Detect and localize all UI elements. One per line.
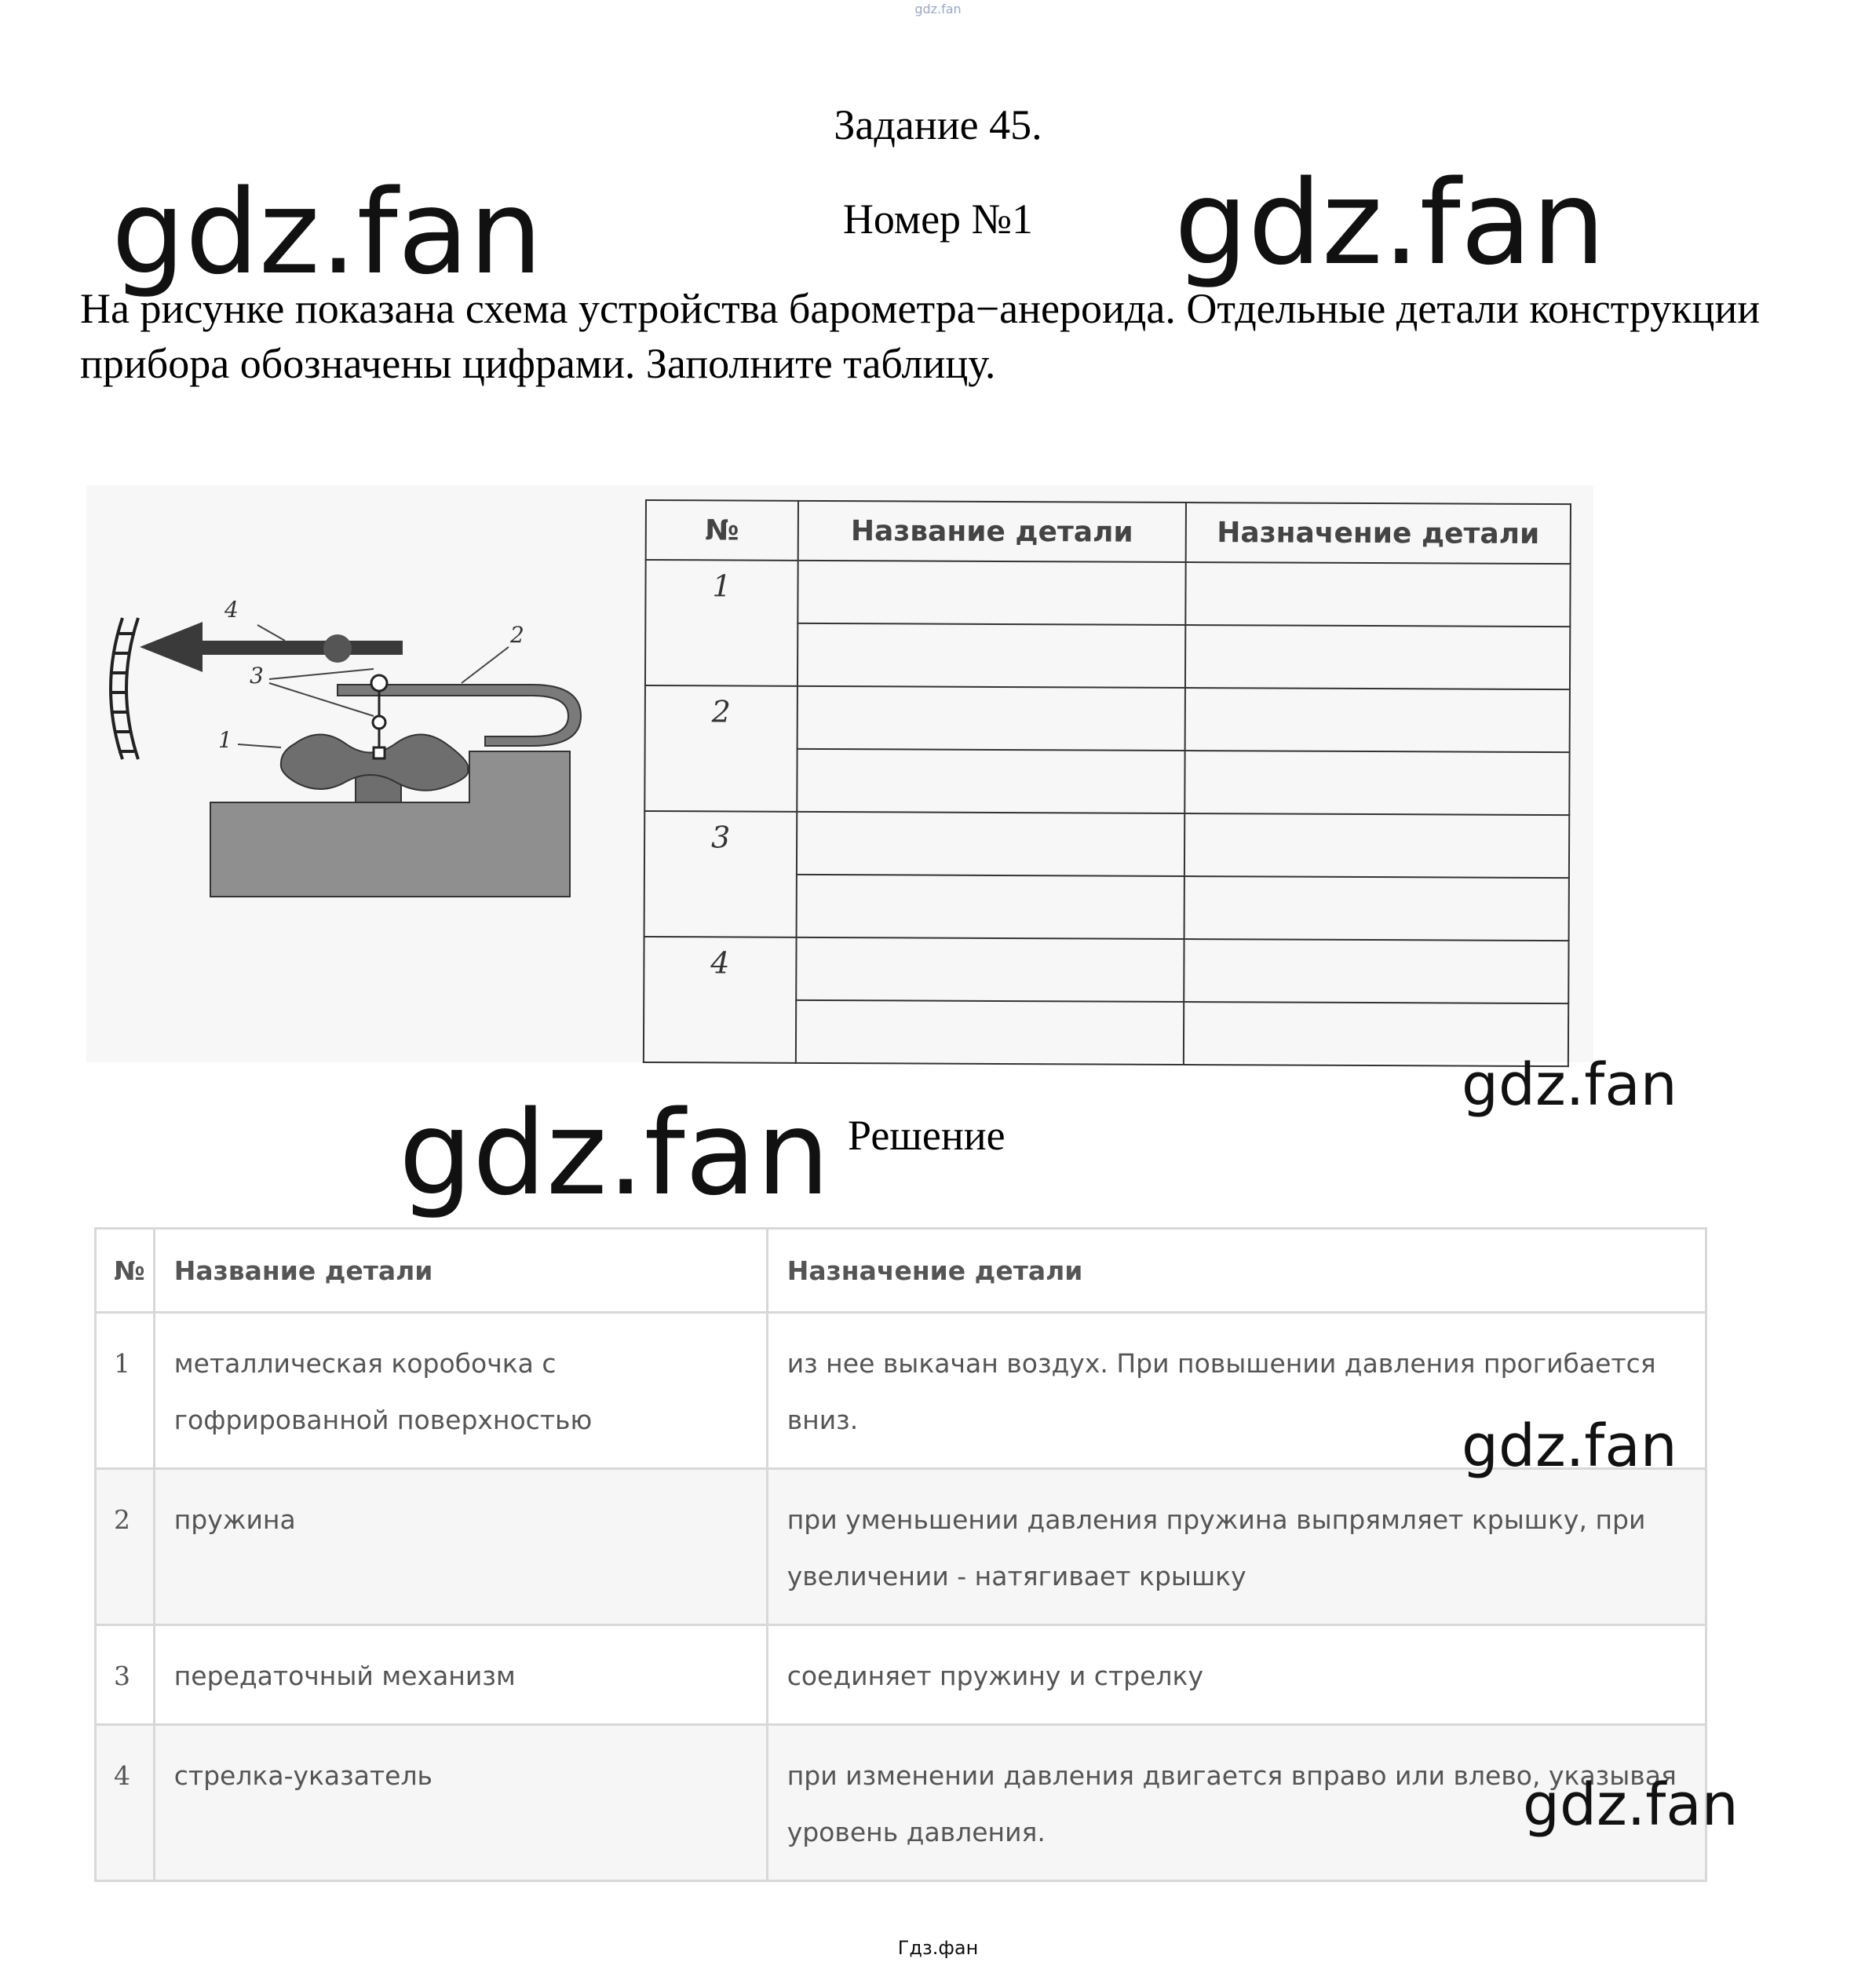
solution-table-header	[96, 1229, 1706, 1313]
diagram-label-2: 2	[510, 622, 524, 648]
diagram-label-1: 1	[218, 727, 232, 753]
blank-cell	[797, 623, 1185, 688]
watermark: gdz.fan	[1523, 1771, 1739, 1839]
diagram-label-4: 4	[224, 597, 239, 623]
diagram-label-3: 3	[250, 663, 264, 689]
header-number: №	[646, 500, 798, 561]
row-number: 1	[645, 560, 798, 686]
header-part-name: Название детали	[798, 501, 1186, 562]
watermark: gdz.fan	[111, 165, 543, 300]
footer-site-name: Гдз.фан	[897, 1937, 979, 1959]
blank-table	[643, 499, 1571, 1067]
blank-cell	[1184, 939, 1568, 1003]
table-row	[96, 1625, 1706, 1725]
scale-icon	[111, 618, 138, 759]
header-part-purpose: Назначение детали	[1186, 502, 1571, 564]
task-title: Задание 45.	[834, 101, 1042, 148]
blank-cell	[1184, 751, 1569, 815]
part-purpose: при уменьшении давления пружина выпрямляет крышку, при увеличении - натягивает крышку	[767, 1469, 1706, 1625]
row-number: 2	[644, 685, 797, 812]
row-number: 3	[96, 1625, 155, 1725]
blank-table-row	[644, 937, 1568, 1003]
blank-table-header	[646, 500, 1571, 564]
solution-label: Решение	[848, 1112, 1006, 1159]
part-purpose: соединяет пружину и стрелку	[767, 1625, 1706, 1725]
row-number: 2	[96, 1469, 155, 1625]
header-part-name: Название детали	[154, 1229, 767, 1313]
blank-cell	[797, 812, 1184, 876]
part-name: передаточный механизм	[154, 1625, 767, 1725]
pointer-arrow-icon	[140, 622, 403, 672]
task-number: Номер №1	[842, 196, 1034, 243]
part-purpose: из нее выкачан воздух. При повышении давления прогибается вниз.	[767, 1313, 1706, 1469]
row-number: 3	[644, 811, 797, 937]
part-name: металлическая коробочка с гофрированной поверхностью	[154, 1313, 767, 1469]
site-url-top: gdz.fan	[914, 2, 962, 16]
solution-table	[94, 1227, 1707, 1882]
row-number: 4	[96, 1725, 155, 1881]
header-number: №	[96, 1229, 155, 1313]
blank-cell	[797, 749, 1184, 813]
part-purpose: при изменении давления двигается вправо или влево, указывая уровень давления.	[767, 1725, 1706, 1881]
blank-cell	[1184, 876, 1569, 941]
blank-cell	[797, 686, 1185, 751]
barometer-diagram	[93, 590, 595, 904]
blank-cell	[797, 875, 1184, 939]
watermark: gdz.fan	[399, 1086, 830, 1221]
table-row	[96, 1725, 1706, 1881]
watermark: gdz.fan	[1462, 1051, 1677, 1119]
blank-cell	[1185, 562, 1570, 627]
header-part-purpose: Назначение детали	[767, 1229, 1706, 1313]
row-number: 4	[644, 937, 797, 1063]
part-name: стрелка-указатель	[154, 1725, 767, 1881]
spring-icon	[338, 685, 581, 746]
watermark: gdz.fan	[1462, 1412, 1677, 1480]
part-name: пружина	[154, 1469, 767, 1625]
blank-cell	[1185, 625, 1570, 689]
blank-cell	[796, 1000, 1184, 1065]
question-text: На рисунке показана схема устройства барометра−анероида. Отдельные детали конструкции прибора обозначены цифрами. Заполните таблицу.	[80, 285, 1761, 387]
table-row	[96, 1469, 1706, 1625]
blank-cell	[1185, 688, 1570, 752]
row-number: 1	[96, 1313, 155, 1469]
blank-cell	[1184, 813, 1569, 878]
blank-table-row	[645, 560, 1570, 627]
watermark: gdz.fan	[1174, 155, 1606, 291]
blank-cell	[797, 561, 1185, 625]
transmission-icon	[371, 675, 387, 758]
blank-cell	[796, 937, 1184, 1002]
blank-table-row	[644, 811, 1569, 878]
blank-table-row	[645, 685, 1570, 752]
